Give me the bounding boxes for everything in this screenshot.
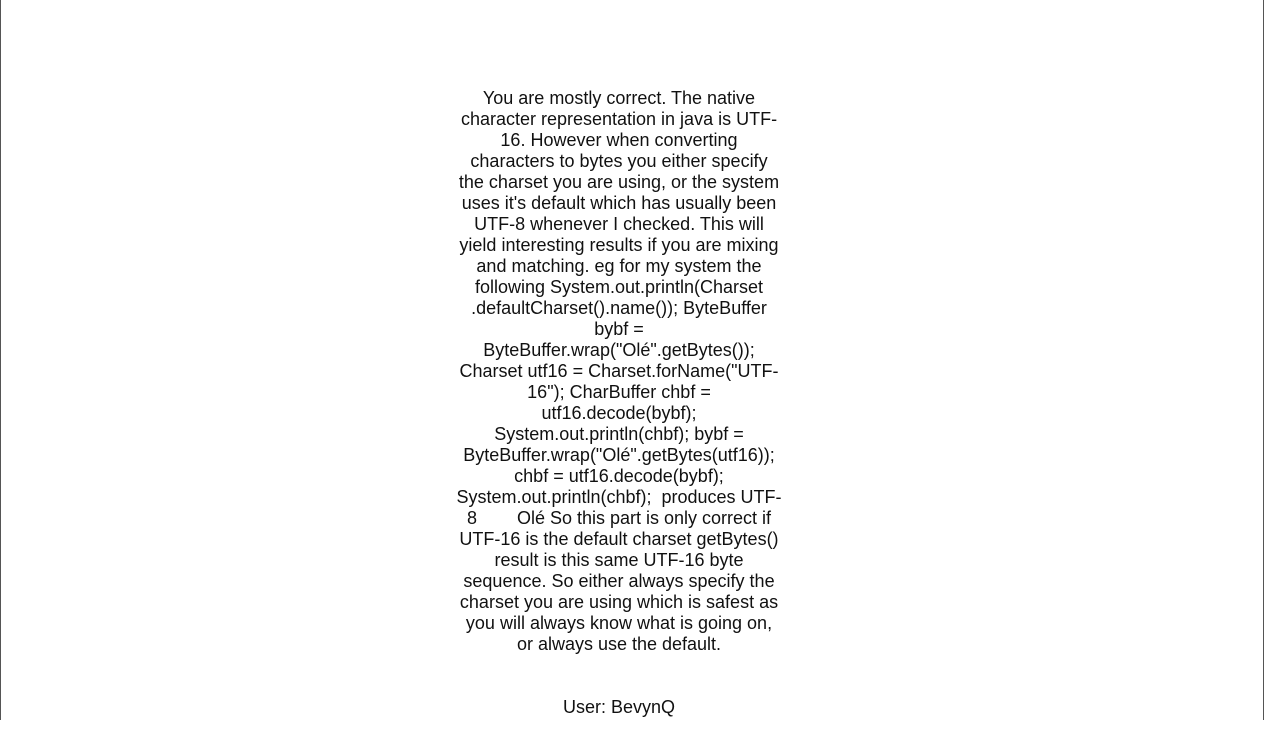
page-border-left xyxy=(0,0,1,720)
answer-author: User: BevynQ xyxy=(562,697,676,717)
answer-text: You are mostly correct. The native character representation in java is UTF-16. However when converting characters to bytes you either specify the charset you are using, or the system uses it's default which has usually been UTF-8 whenever I checked. This will yield interesting results if you are mixing and matching. eg for my system the following System.out.println(Charset .defaultCharset().name()); ByteBuffer bybf = ByteBuffer.wrap("Olé".getBytes()); Charset utf16 = Charset.forName("UTF-16"); CharBuffer chbf = utf16.decode(bybf); System.out.println(chbf); bybf = ByteBuffer.wrap("Olé".getBytes(utf16)); chbf = utf16.decode(bybf); System.out.println(chbf); produces UTF-8 Olé So this part is only correct if UTF-16 is the default charset getBytes() result is this same UTF-16 byte sequence. So either always specify the charset you are using which is safest as you will always know what is going on, or always use the default. xyxy=(456,88,785,654)
answer-post xyxy=(456,46,785,739)
page-border-right xyxy=(1263,0,1264,720)
